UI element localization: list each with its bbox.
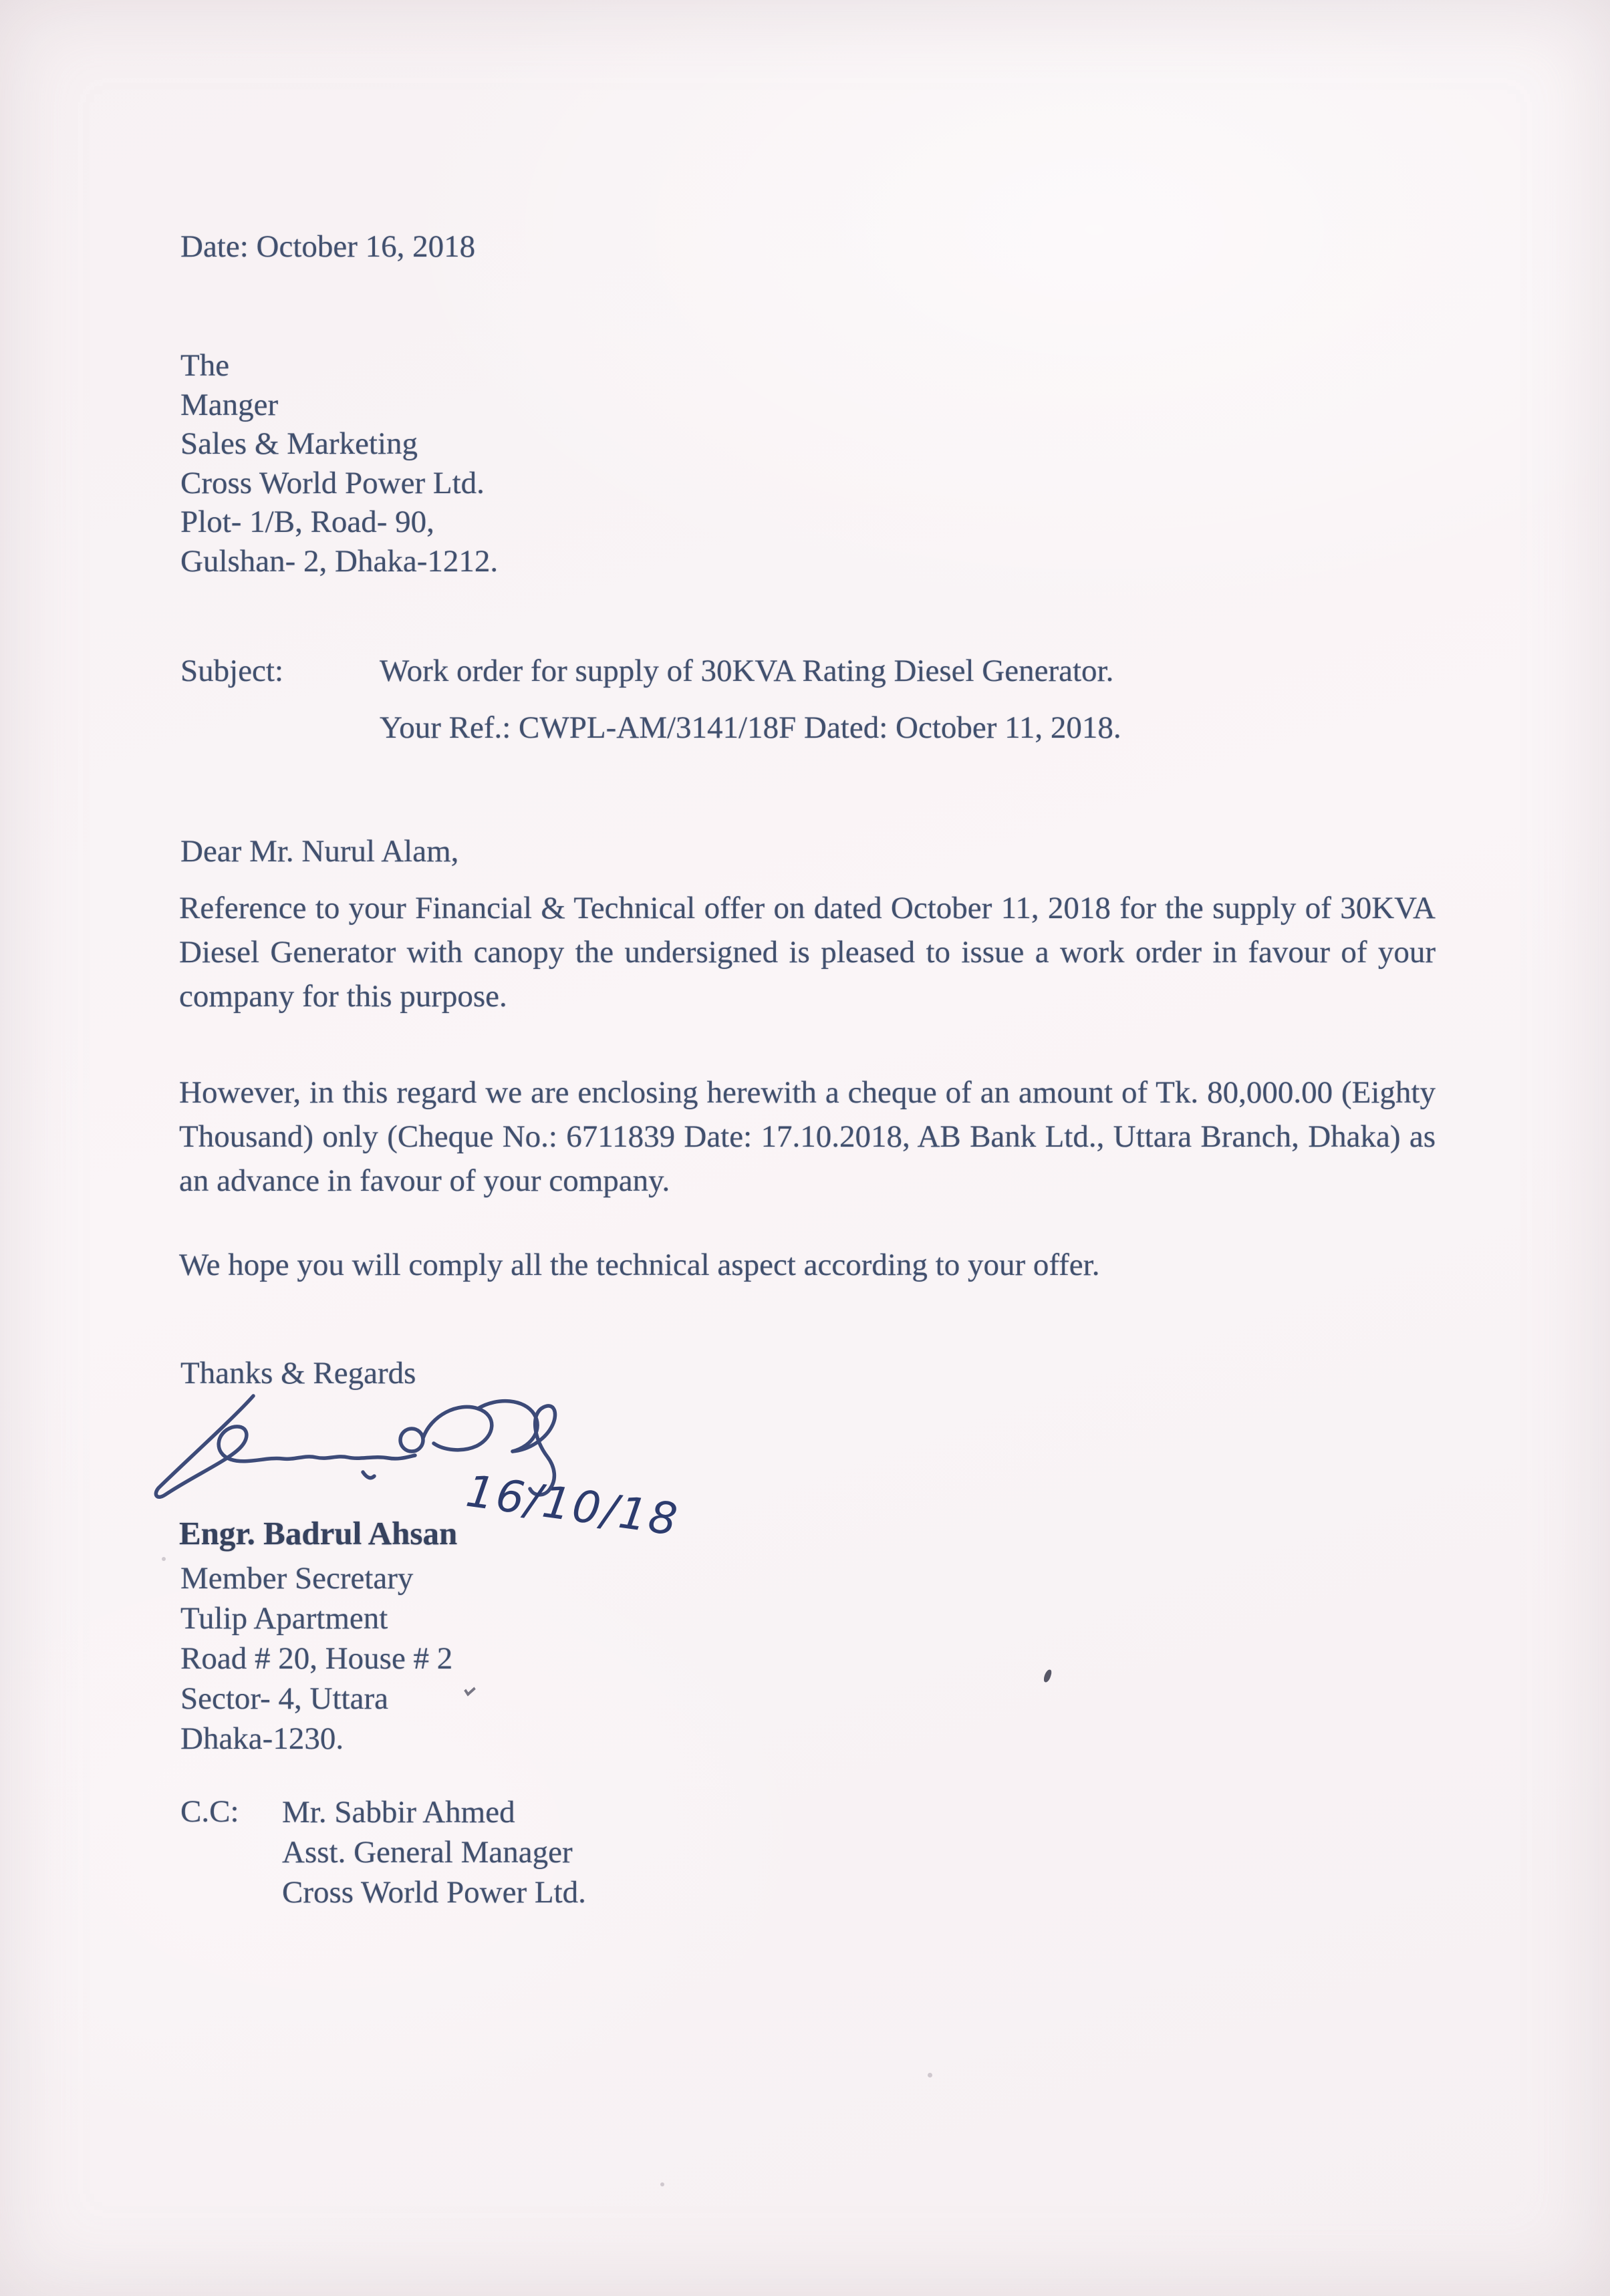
recipient-address — [180, 346, 498, 581]
subject-line1: Work order for supply of 30KVA Rating Diesel Generator. — [380, 654, 1114, 688]
date-line: Date: October 16, 2018 — [180, 229, 476, 264]
subject-line2: Your Ref.: CWPL-AM/3141/18F Dated: October 11, 2018. — [380, 710, 1121, 745]
recipient-line: Plot- 1/B, Road- 90, — [180, 505, 434, 539]
handwritten-date: 16/10/18 — [462, 1465, 682, 1546]
signatory-address-line: Tulip Apartment — [180, 1601, 388, 1636]
recipient-line: The — [180, 348, 230, 383]
subject-label: Subject: — [180, 654, 284, 688]
cc-label: C.C: — [180, 1794, 239, 1829]
recipient-line: Sales & Marketing — [180, 426, 418, 461]
scan-speck — [464, 1683, 476, 1696]
signatory-address-line: Dhaka-1230. — [180, 1721, 344, 1756]
body-paragraph-2: However, in this regard we are enclosing herewith a cheque of an amount of Tk. 80,000.00 (Eighty Thousand) only (Cheque No.: 6711839 Date: 17.10.2018, AB Bank Ltd., Uttara Branch, Dhaka) as an advance in favour of your company. — [179, 1075, 1436, 1198]
recipient-line: Cross World Power Ltd. — [180, 465, 485, 500]
closing-line: Thanks & Regards — [180, 1356, 416, 1391]
salutation: Dear Mr. Nurul Alam, — [180, 834, 459, 869]
cc-line: Cross World Power Ltd. — [282, 1875, 586, 1910]
signatory-details — [180, 1558, 452, 1759]
signatory-title: Member Secretary — [180, 1561, 414, 1596]
signatory-address-line: Road # 20, House # 2 — [180, 1641, 453, 1676]
scan-speck — [162, 1557, 166, 1561]
scan-speck — [928, 2073, 932, 2077]
recipient-line: Gulshan- 2, Dhaka-1212. — [180, 543, 499, 579]
scan-speck — [660, 2182, 664, 2186]
scan-speck — [1043, 1669, 1053, 1683]
cc-recipients — [282, 1792, 586, 1912]
signatory-address-line: Sector- 4, Uttara — [180, 1681, 388, 1716]
body-paragraph-1: Reference to your Financial & Technical offer on dated October 11, 2018 for the supply of 30KVA Diesel Generator with canopy the undersigned is pleased to issue a work order in favour of your company for this purpose. — [179, 891, 1436, 1014]
cc-line: Mr. Sabbir Ahmed — [282, 1795, 515, 1830]
cc-line: Asst. General Manager — [282, 1835, 573, 1870]
recipient-line: Manger — [180, 387, 279, 422]
body-paragraph-3: We hope you will comply all the technical aspect according to your offer. — [179, 1248, 1100, 1282]
signatory-name: Engr. Badrul Ahsan — [179, 1515, 458, 1552]
